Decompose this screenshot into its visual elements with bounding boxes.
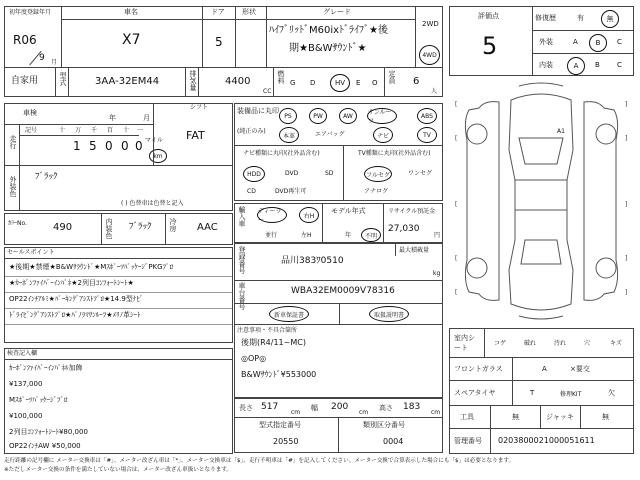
- drive-box: [415, 6, 443, 68]
- tools-value: 無: [512, 413, 519, 421]
- spare-tire-box: [449, 380, 634, 406]
- import-dealer: ディーラー: [257, 207, 287, 223]
- condition-box: [532, 6, 634, 76]
- capacity-box: [384, 67, 443, 97]
- door-value: 5: [215, 35, 223, 49]
- repair-no-circle: [601, 10, 619, 28]
- svg-text:]: ]: [625, 289, 628, 296]
- equip-pw: PW: [309, 108, 327, 124]
- grade-box: [266, 6, 416, 68]
- displacement-label: 排気量: [189, 70, 197, 91]
- svg-text:[: [: [455, 201, 458, 208]
- car-diagram: [449, 80, 634, 322]
- equip-navi: ナビ: [373, 127, 393, 143]
- mileage-label: 走行: [9, 135, 17, 149]
- repair-yes: 有: [577, 14, 584, 22]
- mileage-digit-3: 0: [105, 139, 113, 153]
- spare-tire-t: T: [530, 389, 535, 397]
- svg-text:[: [: [455, 289, 458, 296]
- footer-note-2: ※ただしメーター交換の条件を満たしていない場合は、メーター改ざん車扱いとなります。: [4, 467, 232, 473]
- ac-label: 冷房: [169, 218, 177, 232]
- navi-type-box: [234, 145, 344, 201]
- inspection-year: 年: [109, 114, 116, 122]
- sales-point-4: ﾄﾞﾗｲﾋﾞﾝｸﾞｱｼｽﾄﾌﾟﾛ★ﾊﾟﾉﾗﾏｻﾝﾙｰﾌ★ﾒﾘﾉ革ｼｰﾄ: [9, 311, 141, 319]
- svg-text:]: ]: [625, 101, 628, 108]
- interior-grade-c: C: [617, 61, 622, 69]
- use-value: 自家用: [11, 76, 39, 86]
- height-unit: cm: [431, 409, 441, 416]
- car-name-value: X7: [122, 32, 141, 48]
- remark-3: B&Wｻｳﾝﾄﾞ¥553000: [241, 370, 317, 379]
- mile-label: マイル: [145, 137, 163, 144]
- import-box: [234, 203, 323, 243]
- chassis-box: [234, 280, 443, 310]
- fuel-hv: HV: [334, 79, 346, 87]
- digit-header-10: 十: [123, 127, 130, 134]
- interior-color-label: 内装色: [105, 218, 113, 239]
- management-label: 管理番号: [454, 437, 482, 445]
- digit-header-1k: 千: [91, 127, 98, 134]
- tv-type-box: [343, 145, 443, 201]
- reg-number-label: 登録番号: [238, 246, 246, 274]
- score-label: 評価点: [478, 12, 499, 20]
- navi-hdd: HDD: [243, 166, 265, 182]
- sales-point-3: OP22ｲﾝﾁｱﾙﾐ★ﾊﾟｰｷﾝｸﾞｱｼｽﾄﾌﾟﾛ★14.9型ﾅﾋﾞ: [9, 295, 144, 303]
- max-load-unit: kg: [433, 270, 441, 277]
- equip-aw: AW: [339, 108, 357, 124]
- first-reg-year: R06: [13, 33, 37, 47]
- exterior-color-note: ( ) 色替車は色替と記入: [121, 200, 184, 207]
- drive-2wd: 2WD: [422, 20, 439, 28]
- model-year-label: モデル年式: [331, 207, 366, 215]
- exterior-color-box: [4, 165, 233, 211]
- equip-tv: TV: [417, 127, 437, 143]
- recycle-label: リサイクル預託金: [388, 208, 436, 215]
- model-value: 3AA-32EM44: [95, 76, 160, 87]
- remark-1: 後期(R4/11~MC): [241, 338, 306, 347]
- mileage-box: [4, 124, 163, 166]
- import-parallel: 並行: [265, 232, 278, 239]
- footer-note-1: 走行距離の記号欄に メーター交換車は「#」、メーター改ざん車は「*」、メーター交換車は「$」、走行不明車は「#」を記入してください。メーター交換で合算表示した場合にも「$」は必要となります。: [4, 458, 515, 464]
- use-box: [4, 67, 56, 97]
- height-value: 183: [403, 402, 421, 412]
- dimensions-box: [234, 398, 443, 418]
- front-glass-label: フロントガラス: [454, 365, 503, 373]
- front-glass-a: A: [542, 365, 547, 373]
- mileage-digit-2: 5: [89, 139, 97, 153]
- recycle-box: [383, 203, 443, 243]
- type-number-label: 型式指定番号: [259, 421, 301, 429]
- tv-fullseg: フルセグ: [364, 166, 392, 182]
- chassis-label: 車台番号: [238, 282, 246, 310]
- fuel-d: D: [310, 79, 316, 87]
- shift-label: シフト: [190, 104, 209, 111]
- inspection-month: 月: [143, 114, 150, 122]
- length-label: 長さ: [239, 404, 253, 412]
- navi-cd: CD: [247, 188, 256, 195]
- fuel-hv-circle: [330, 74, 350, 92]
- length-unit: cm: [291, 409, 301, 416]
- import-right-hand: 右H: [299, 207, 319, 223]
- repair-no: 無: [606, 15, 614, 23]
- sales-point-2: ★ｶｰﾎﾞﾝﾌｧｲﾊﾞｰｲﾝﾊﾟﾈ★2列目ｺﾝﾌｫｰﾄｼｰﾄ★: [9, 279, 134, 287]
- interior-seat-label: 室内シート: [454, 334, 475, 352]
- interior-grade-a-circle: [567, 57, 585, 75]
- svg-text:[: [: [455, 255, 458, 262]
- equip-sunroof: サンルーフ: [367, 108, 397, 124]
- seat-ana: 穴: [584, 340, 591, 347]
- max-load-label: 最大積載量: [399, 247, 430, 254]
- inspector-notes-box: [4, 348, 233, 454]
- inspector-note-4: ¥100,000: [9, 412, 43, 420]
- shift-value: FAT: [186, 129, 205, 142]
- class-number-label: 類別区分番号: [363, 421, 405, 429]
- inspection-box: [4, 103, 154, 125]
- first-reg-month: 9: [39, 53, 45, 63]
- car-name-box: [61, 6, 203, 68]
- spare-tire-label: スペアタイヤ: [454, 389, 496, 397]
- tv-analog: アナログ: [364, 188, 389, 195]
- model-box: [68, 67, 186, 97]
- mileage-digit-1: 1: [73, 139, 81, 153]
- tools-box: [449, 405, 634, 429]
- model-year-unknown: 不明: [361, 228, 381, 242]
- exterior-grade-c: C: [617, 38, 622, 46]
- drive-4wd-circle: [419, 45, 440, 65]
- fuel-g: G: [290, 79, 296, 87]
- color-code-value: 490: [53, 222, 73, 233]
- displacement-value: 4400: [225, 76, 251, 87]
- interior-grade-label: 内装: [539, 61, 553, 69]
- model-year-unit: 年: [345, 232, 352, 239]
- tv-oneseg: ワンセグ: [408, 170, 433, 177]
- navi-type-title: ナビ種類に丸印(社外品含む): [243, 150, 320, 157]
- sales-points-label: セールスポイント: [7, 249, 55, 256]
- car-outline-icon: [449, 80, 634, 322]
- class-number-value: 0004: [383, 437, 404, 446]
- height-label: 高さ: [379, 404, 393, 412]
- spare-tire-kit: 修理KIT: [560, 391, 582, 398]
- inspection-label: 車検: [23, 109, 37, 117]
- cc-unit: CC: [263, 88, 272, 95]
- first-reg-label: 初年度登録年月: [9, 9, 52, 16]
- digit-header-mark: 記号: [25, 127, 38, 134]
- mileage-digit-4: 0: [121, 139, 129, 153]
- tools-label: 工具: [460, 413, 474, 421]
- displacement-label-box: [185, 67, 199, 97]
- owner-manual: 取扱説明書: [369, 306, 409, 322]
- inspector-note-5: 2列目ｺﾝﾌｫｰﾄｼｰﾄ¥80,000: [9, 428, 88, 436]
- reg-number-value: 品川383ﾜ0510: [281, 256, 344, 266]
- management-value: 0203800021000051611: [498, 436, 595, 445]
- shape-label: 形状: [242, 8, 256, 16]
- import-left-hand: 左H: [301, 232, 312, 239]
- svg-text:]: ]: [625, 255, 628, 262]
- navi-sd: SD: [325, 170, 334, 177]
- equipment-subtitle: (純正のみ): [237, 128, 266, 135]
- remark-2: ◎OP◎: [241, 354, 267, 363]
- ac-value: AAC: [197, 222, 218, 233]
- displacement-box: [198, 67, 274, 97]
- remarks-box: [234, 324, 443, 398]
- equip-leather: 本革: [279, 127, 299, 143]
- inspector-note-3: Mｽﾎﾟｰﾂﾊﾟｯｹｰｼﾞﾌﾟﾛ: [9, 396, 68, 404]
- equip-airbag: エアバッグ: [315, 131, 345, 138]
- door-label: ドア: [211, 8, 225, 16]
- svg-text:]: ]: [625, 201, 628, 208]
- chassis-value: WBA32EM0009V78316: [291, 286, 395, 296]
- shift-box: [153, 103, 233, 166]
- digit-header-100k: 十: [59, 127, 66, 134]
- capacity-label: 定員: [388, 70, 396, 84]
- sales-point-1: ★後期★禁煙★B&Wｻﾗｳﾝﾄﾞ★MｽﾎﾟｰﾂﾊﾟｯｹｰｼﾞPKGﾌﾟﾛ: [9, 263, 174, 271]
- width-label: 幅: [311, 404, 318, 412]
- navi-dvd: DVD: [285, 170, 299, 177]
- svg-text:]: ]: [625, 135, 628, 142]
- drive-4wd: 4WD: [422, 51, 437, 59]
- grade-value-line2: 期★B&Wｻｳﾝﾄﾞ★: [289, 43, 367, 54]
- import-label: 輸入車: [238, 206, 246, 227]
- exterior-grade-label: 外装: [539, 38, 553, 46]
- exterior-grade-a: A: [573, 38, 578, 46]
- model-label-box: [55, 67, 69, 97]
- interior-grade-a: A: [573, 62, 579, 70]
- exterior-color-value: ﾌﾞﾗｯｸ: [35, 172, 58, 182]
- fuel-o: O: [372, 79, 378, 87]
- remarks-label: 注意事項・不具合箇所: [237, 327, 298, 334]
- grade-value-line1: ﾊｲﾌﾞﾘｯﾄﾞM60ixﾄﾞﾗｲﾌﾞ★後: [269, 25, 389, 36]
- navi-dvd-play: DVD再生可: [275, 188, 307, 195]
- width-unit: cm: [359, 409, 369, 416]
- person-unit: 人: [431, 88, 438, 95]
- exterior-color-label: 外装色: [9, 176, 17, 197]
- score-value: 5: [482, 32, 498, 60]
- equip-abs: ABS: [417, 108, 437, 124]
- door-box: [202, 6, 236, 68]
- shape-box: [235, 6, 267, 68]
- new-car-warranty: 新車保証書: [269, 306, 309, 322]
- color-code-label: ｶﾗｰNo.: [8, 220, 27, 227]
- jack-value: 無: [602, 413, 609, 421]
- warranty-box: [234, 303, 443, 325]
- seat-yabure: 破れ: [524, 340, 537, 347]
- fuel-e: E: [356, 79, 361, 87]
- type-number-value: 20550: [273, 437, 299, 446]
- sales-points-box: [4, 247, 233, 343]
- score-box: [449, 6, 533, 76]
- inspector-note-1: ｶｰﾎﾞﾝﾌｧｲﾊﾞｰｲﾝﾊﾟﾈﾙ加飾: [9, 364, 83, 372]
- fuel-box: [273, 67, 385, 97]
- inspector-notes-label: 検査記入欄: [7, 350, 38, 357]
- car-name-label: 車名: [124, 8, 138, 16]
- svg-text:[: [: [455, 135, 458, 142]
- reg-number-box: [234, 243, 443, 281]
- first-registration-box: [4, 6, 62, 68]
- front-glass-box: [449, 357, 634, 381]
- equipment-title: 装備品に丸印: [237, 107, 279, 115]
- recycle-unit: 円: [434, 232, 441, 239]
- equip-ps: PS: [279, 108, 297, 124]
- digit-header-10k: 万: [75, 127, 82, 134]
- recycle-value: 27,030: [388, 224, 420, 234]
- fuel-label: 燃料: [277, 70, 285, 84]
- model-year-box: [322, 203, 384, 243]
- digit-header-100: 百: [107, 127, 114, 134]
- exterior-grade-b-circle: [589, 34, 607, 52]
- length-value: 517: [261, 402, 279, 412]
- equipment-box: [234, 103, 443, 146]
- type-number-box: [234, 417, 339, 453]
- management-box: [449, 428, 634, 454]
- repair-label: 修復歴: [535, 14, 556, 22]
- exterior-grade-b: B: [595, 39, 601, 47]
- mileage-digit-5: 0: [135, 139, 143, 153]
- width-value: 200: [331, 402, 349, 412]
- front-glass-replace: ×要交: [570, 365, 590, 373]
- inspector-note-6: OP22ｲﾝﾁAW ¥50,000: [9, 442, 81, 450]
- spare-tire-none: 欠: [608, 389, 615, 397]
- diagram-mark-a1: A1: [557, 128, 565, 135]
- grade-label: グレード: [323, 8, 351, 16]
- jack-label: ジャッキ: [546, 413, 574, 421]
- svg-text:[: [: [455, 101, 458, 108]
- inspector-note-2: ¥137,000: [9, 380, 43, 388]
- interior-color-value: ﾌﾞﾗｯｸ: [129, 222, 152, 232]
- seat-koge: コゲ: [494, 340, 507, 347]
- tv-type-title: TV種類に丸印(社外品含む): [358, 150, 431, 157]
- class-number-box: [338, 417, 443, 453]
- color-row: [4, 213, 233, 245]
- seat-kizu: キズ: [610, 340, 622, 347]
- model-label: 型式: [59, 72, 67, 86]
- km-label: km: [153, 152, 163, 160]
- capacity-value: 6: [413, 76, 420, 87]
- seat-yogore: 汚れ: [554, 340, 567, 347]
- digit-header-1: 一: [137, 127, 144, 134]
- interior-grade-b: B: [595, 61, 600, 69]
- interior-seat-box: [449, 328, 634, 358]
- month-unit: 月: [51, 59, 58, 66]
